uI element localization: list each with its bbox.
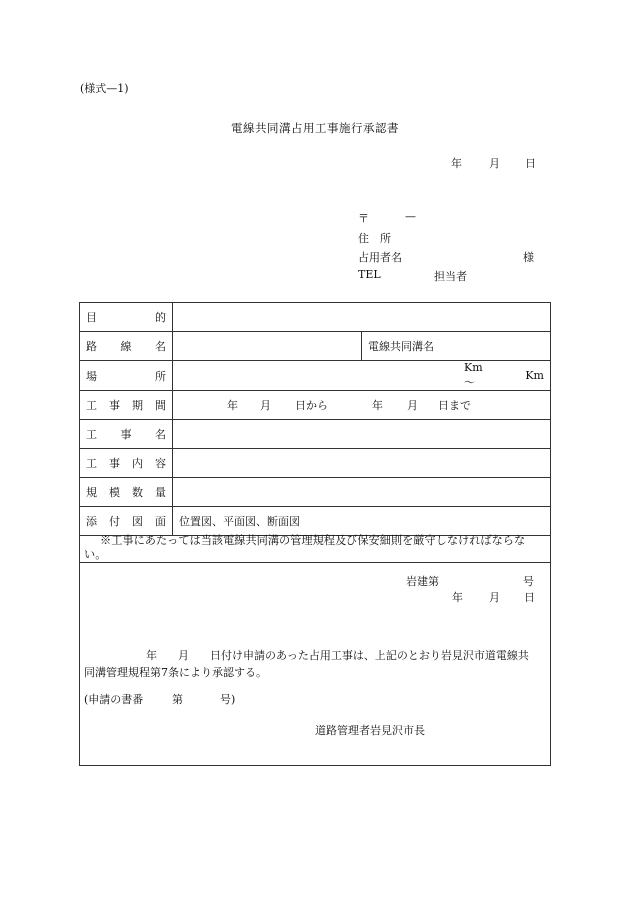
table-row — [80, 391, 551, 420]
period-year-2: 年 — [372, 399, 383, 412]
compliance-note — [79, 534, 551, 563]
drawings-value[interactable]: 位置図、平面図、断面図 — [173, 507, 551, 536]
table-row — [80, 449, 551, 478]
conduit-name-label: 電線共同溝名 — [368, 340, 434, 353]
period-month-1: 月 — [260, 399, 271, 412]
route-value[interactable] — [173, 332, 362, 361]
km-to: Km — [525, 369, 544, 382]
work-content-label: 工事内容 — [80, 449, 173, 478]
body-year: 年 — [146, 649, 157, 662]
postal-mark: 〒 — [358, 212, 369, 225]
period-month-2: 月 — [407, 399, 418, 412]
approval-year: 年 — [452, 591, 463, 604]
approval-day: 日 — [524, 591, 535, 604]
approval-section — [79, 563, 551, 766]
doc-number-suffix: 号 — [523, 575, 534, 588]
work-name-label: 工事名 — [80, 420, 173, 449]
table-row — [80, 507, 551, 536]
compliance-note-text: ※工事にあたっては当該電線共同溝の管理規程及び保安細則を厳守しなければならない。 — [84, 534, 526, 561]
location-label: 場所 — [80, 361, 173, 391]
body-month: 月 — [178, 649, 189, 662]
application-ref-suffix: 号) — [220, 693, 236, 706]
conduit-name-cell[interactable] — [362, 332, 551, 361]
contact-person-label: 担当者 — [434, 270, 467, 283]
address-label: 住 所 — [358, 232, 391, 245]
table-row — [80, 478, 551, 507]
application-table — [79, 302, 551, 536]
km-from: Km～ — [464, 361, 483, 389]
work-name-value[interactable] — [173, 420, 551, 449]
purpose-value[interactable] — [173, 303, 551, 332]
purpose-label: 目 的 — [80, 303, 173, 332]
route-label: 路線名 — [80, 332, 173, 361]
approval-body-line-1: 日付け申請のあった占用工事は、上記のとおり岩見沢市道電線共 — [210, 649, 529, 662]
table-row — [80, 303, 551, 332]
approval-body-line-2: 同溝管理規程第7条により承認する。 — [84, 666, 267, 679]
application-ref-prefix: (申請の書番 — [84, 693, 144, 706]
period-label: 工事期間 — [80, 391, 173, 420]
postal-dash: — — [405, 210, 416, 223]
drawings-label: 添付図面 — [80, 507, 173, 536]
scale-label: 規模数量 — [80, 478, 173, 507]
location-value[interactable] — [173, 361, 551, 391]
document-title: 電線共同溝占用工事施行承認書 — [231, 121, 399, 135]
honorific: 様 — [523, 251, 534, 264]
work-content-value[interactable] — [173, 449, 551, 478]
doc-number-prefix: 岩建第 — [406, 575, 439, 588]
period-to: 日まで — [438, 399, 471, 412]
table-row — [80, 420, 551, 449]
application-ref-mid: 第 — [172, 693, 183, 706]
scale-value[interactable] — [173, 478, 551, 507]
period-from: 日から — [295, 399, 328, 412]
header-date-month: 月 — [489, 157, 500, 170]
table-row — [80, 332, 551, 361]
approval-month: 月 — [489, 591, 500, 604]
period-value[interactable] — [173, 391, 551, 420]
header-date-year: 年 — [451, 157, 462, 170]
signatory: 道路管理者岩見沢市長 — [315, 724, 425, 737]
header-date-day: 日 — [525, 157, 536, 170]
table-row — [80, 361, 551, 391]
period-year-1: 年 — [227, 399, 238, 412]
tel-label: TEL — [358, 268, 381, 281]
form-code: (様式—1) — [80, 82, 129, 95]
occupant-name-label: 占用者名 — [358, 251, 402, 264]
